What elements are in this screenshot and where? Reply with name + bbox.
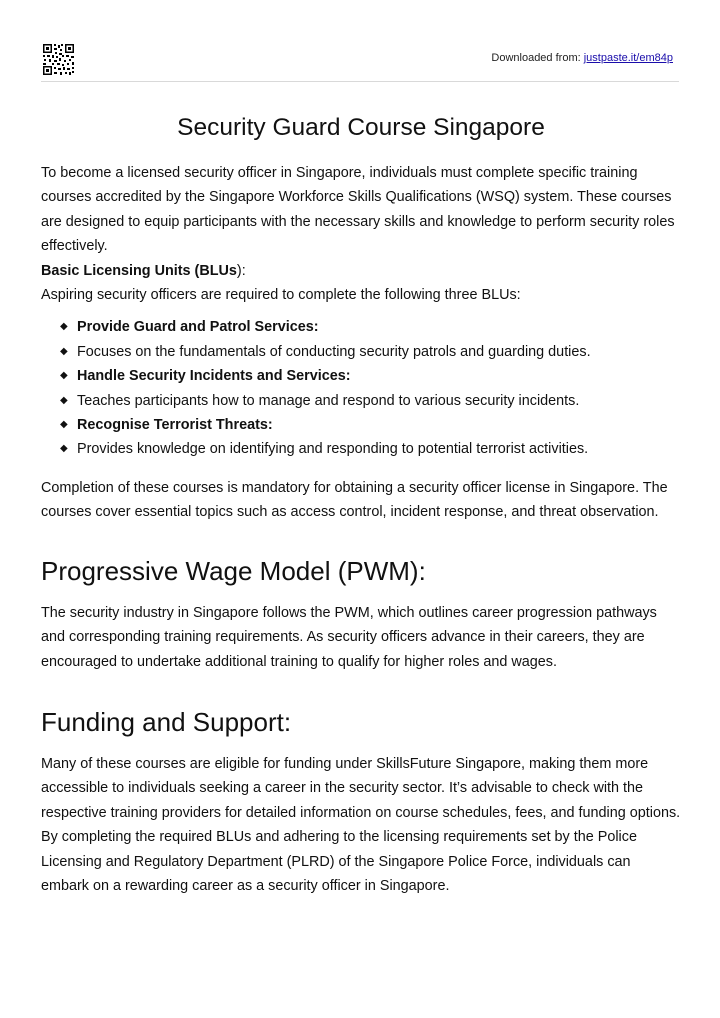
list-item [41,389,681,413]
list-item-text: Teaches participants how to manage and respond to various security incidents. [77,392,580,409]
spacer [41,525,681,551]
download-source [491,52,673,64]
blu-list [41,315,681,461]
bullet-icon: ◆ [60,321,68,333]
list-item [41,315,681,339]
list-item [41,364,681,388]
list-item-text: Recognise Terrorist Threats: [77,417,273,434]
intro-paragraph: To become a licensed security officer in Singapore, individuals must complete specific training courses accredited by the Singapore Workforce Skills Qualifications (WSQ) system. These courses are designed to equip participants with the necessary skills and knowledge to perform security roles effectively. [41,165,675,255]
funding-heading: Funding and Support: [41,706,292,737]
document-body [41,108,681,898]
list-item [41,413,681,437]
bullet-icon: ◆ [60,443,68,455]
download-link[interactable]: justpaste.it/em84p [583,52,673,64]
list-item-text: Handle Security Incidents and Services: [77,368,351,385]
blu-heading-bold: Basic Licensing Units (BLUs [41,262,237,279]
blu-heading-rest: ): [236,262,246,279]
page-header [41,40,679,82]
page-title: Security Guard Course Singapore [177,114,545,141]
qr-code-icon [42,43,75,76]
blu-lead: Aspiring security officers are required to complete the following three BLUs: [41,287,521,304]
blu-heading [41,259,681,283]
spacer [41,674,681,702]
pwm-paragraph: The security industry in Singapore follows the PWM, which outlines career progression pathways and corresponding training requirements. As security officers advance in their careers, they are encouraged to undertake additional training to qualify for higher roles and wages. [41,604,657,670]
bullet-icon: ◆ [60,419,68,431]
download-prefix: Downloaded from: [491,52,584,64]
funding-paragraph-2: By completing the required BLUs and adhering to the licensing requirements set by the Police Licensing and Regulatory Department (PLRD) of the Singapore Police Force, individuals can embark on a rewarding career as a security officer in Singapore. [41,829,637,894]
list-item-text: Provides knowledge on identifying and responding to potential terrorist activities. [77,441,589,458]
list-item-text: Provide Guard and Patrol Services: [77,319,319,336]
spacer [41,591,681,601]
list-item [41,437,681,461]
bullet-icon: ◆ [60,370,68,382]
list-item-text: Focuses on the fundamentals of conducting security patrols and guarding duties. [77,343,591,360]
pwm-heading: Progressive Wage Model (PWM): [41,555,426,586]
list-item [41,340,681,364]
bullet-icon: ◆ [60,394,68,406]
funding-paragraph-1: Many of these courses are eligible for funding under SkillsFuture Singapore, making them more accessible to individuals seeking a career in the security sector. It’s advisable to check with the respective training providers for detailed information on course schedules, fees, and funding options. [41,755,681,821]
completion-paragraph: Completion of these courses is mandatory for obtaining a security officer license in Singapore. The courses cover essential topics such as access control, incident response, and threat observation. [41,479,668,521]
bullet-icon: ◆ [60,345,68,357]
spacer [41,742,681,752]
